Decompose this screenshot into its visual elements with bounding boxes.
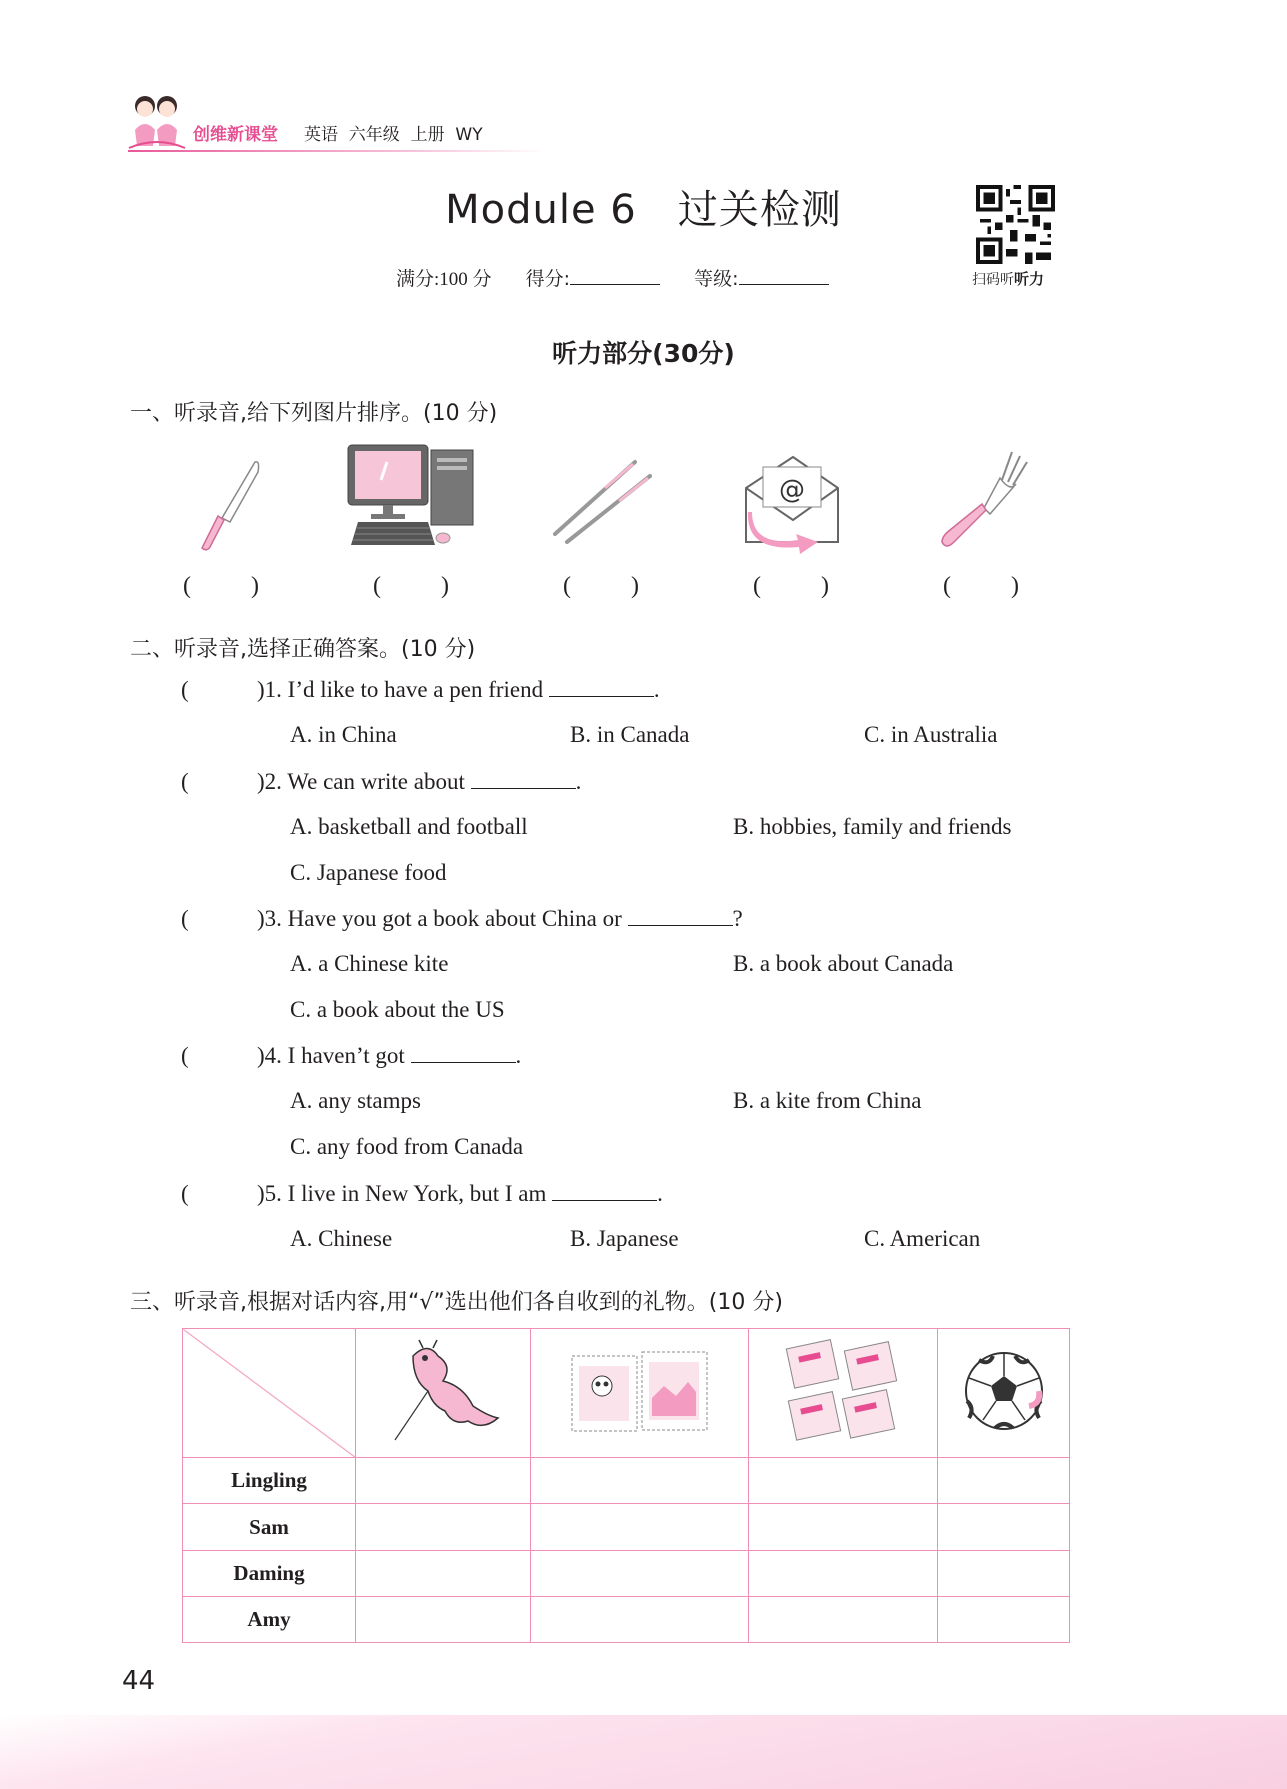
answer-cell[interactable] — [938, 1504, 1070, 1550]
header-mascot — [125, 90, 189, 154]
question-end: . — [653, 677, 660, 702]
answer-paren-1[interactable]: ( ) — [183, 573, 259, 599]
section3-title: 三、听录音,根据对话内容,用“√”选出他们各自收到的礼物。(10 分) — [130, 1290, 783, 1315]
section1-title: 一、听录音,给下列图片排序。(10 分) — [130, 401, 498, 426]
answer-blank[interactable] — [549, 676, 654, 697]
table-row — [183, 1550, 1070, 1596]
qr-label — [972, 268, 1044, 289]
question-end: . — [515, 1043, 522, 1068]
fork-icon — [930, 442, 1040, 562]
answer-paren-3[interactable]: ( ) — [563, 573, 639, 599]
answer-cell[interactable] — [530, 1458, 748, 1504]
dragon-kite-icon — [356, 1329, 531, 1458]
answer-cell[interactable] — [938, 1550, 1070, 1596]
qr-label-bold: 听力 — [1014, 270, 1045, 288]
answer-cell[interactable] — [356, 1550, 531, 1596]
option-b[interactable]: B. a kite from China — [733, 1088, 922, 1113]
score-label: 得分: — [525, 268, 571, 290]
option-a[interactable]: A. any stamps — [290, 1088, 421, 1113]
answer-cell[interactable] — [749, 1550, 938, 1596]
student-name: Lingling — [183, 1458, 356, 1504]
answer-paren-4[interactable]: ( ) — [753, 573, 829, 599]
option-b[interactable]: B. Japanese — [570, 1226, 679, 1251]
header-underline — [128, 150, 548, 152]
question-5 — [181, 1180, 663, 1207]
question-number: )2. — [257, 769, 288, 794]
computer-icon — [343, 440, 483, 560]
question-stem: Have you got a book about China or — [287, 906, 622, 931]
answer-cell[interactable] — [356, 1504, 531, 1550]
answer-cell[interactable] — [749, 1596, 938, 1642]
brand-name: 创维新课堂 — [193, 125, 278, 145]
option-c[interactable]: C. Japanese food — [290, 860, 447, 885]
option-c[interactable]: C. a book about the US — [290, 997, 505, 1022]
knife-icon — [180, 442, 290, 562]
question-2 — [181, 768, 581, 795]
football-icon — [938, 1329, 1070, 1458]
question-number: )1. — [257, 677, 288, 702]
footer-band — [0, 1715, 1287, 1789]
answer-paren[interactable]: ( — [181, 906, 189, 931]
question-number: )3. — [257, 906, 288, 931]
question-stem: I’d like to have a pen friend — [287, 677, 544, 702]
option-c[interactable]: C. any food from Canada — [290, 1134, 524, 1159]
question-stem: I haven’t got — [287, 1043, 405, 1068]
answer-cell[interactable] — [356, 1596, 531, 1642]
table-row — [183, 1504, 1070, 1550]
answer-cell[interactable] — [530, 1596, 748, 1642]
answer-paren[interactable]: ( — [181, 677, 189, 702]
stamps-icon — [530, 1329, 748, 1458]
page-title: Module 6 过关检测 — [445, 187, 842, 233]
question-end: . — [657, 1181, 663, 1206]
table-row — [183, 1458, 1070, 1504]
option-a[interactable]: A. basketball and football — [290, 814, 528, 839]
option-a[interactable]: A. a Chinese kite — [290, 951, 449, 976]
option-b[interactable]: B. hobbies, family and friends — [733, 814, 1012, 839]
table-row — [183, 1596, 1070, 1642]
answer-cell[interactable] — [938, 1458, 1070, 1504]
score-blank[interactable] — [570, 266, 660, 285]
email-icon — [738, 442, 848, 562]
answer-cell[interactable] — [356, 1458, 531, 1504]
listening-section-title: 听力部分(30分) — [552, 339, 735, 368]
student-name: Daming — [183, 1550, 356, 1596]
table-header-row — [183, 1329, 1070, 1458]
question-stem: We can write about — [287, 769, 465, 794]
score-line — [396, 264, 829, 291]
answer-paren[interactable]: ( — [181, 1043, 189, 1068]
book-info: 英语 六年级 上册 WY — [304, 125, 483, 145]
chopsticks-icon — [545, 442, 660, 562]
answer-cell[interactable] — [749, 1504, 938, 1550]
answer-cell[interactable] — [530, 1504, 748, 1550]
student-name: Amy — [183, 1596, 356, 1642]
diagonal-header-cell — [183, 1329, 356, 1458]
grade-blank[interactable] — [739, 266, 829, 285]
question-1 — [181, 676, 660, 703]
qr-code[interactable] — [976, 185, 1055, 264]
answer-paren[interactable]: ( — [181, 1181, 189, 1206]
books-icon — [749, 1329, 938, 1458]
student-name: Sam — [183, 1504, 356, 1550]
question-end: . — [575, 769, 582, 794]
gift-table — [182, 1328, 1070, 1643]
grade-label: 等级: — [694, 268, 739, 290]
option-a[interactable]: A. in China — [290, 722, 397, 747]
answer-paren-5[interactable]: ( ) — [943, 573, 1019, 599]
question-3 — [181, 905, 743, 932]
full-marks: 满分:100 分 — [396, 269, 492, 290]
page-number: 44 — [122, 1666, 156, 1696]
answer-cell[interactable] — [938, 1596, 1070, 1642]
option-b[interactable]: B. a book about Canada — [733, 951, 954, 976]
answer-blank[interactable] — [471, 768, 576, 789]
answer-blank[interactable] — [552, 1180, 657, 1201]
question-4 — [181, 1042, 521, 1069]
question-number: )5. — [257, 1181, 288, 1206]
answer-cell[interactable] — [530, 1550, 748, 1596]
answer-paren-2[interactable]: ( ) — [373, 573, 449, 599]
option-a[interactable]: A. Chinese — [290, 1226, 393, 1251]
answer-cell[interactable] — [749, 1458, 938, 1504]
option-b[interactable]: B. in Canada — [570, 722, 690, 747]
answer-paren[interactable]: ( — [181, 769, 189, 794]
option-c[interactable]: C. in Australia — [864, 722, 998, 747]
svg-text:@: @ — [779, 475, 805, 505]
question-stem: I live in New York, but I am — [287, 1181, 547, 1206]
question-end: ? — [732, 906, 743, 931]
section2-title: 二、听录音,选择正确答案。(10 分) — [130, 637, 476, 662]
question-number: )4. — [257, 1043, 288, 1068]
option-c[interactable]: C. American — [864, 1226, 981, 1251]
answer-blank[interactable] — [628, 905, 733, 926]
answer-blank[interactable] — [411, 1042, 516, 1063]
qr-label-small: 扫码听 — [972, 272, 1014, 288]
